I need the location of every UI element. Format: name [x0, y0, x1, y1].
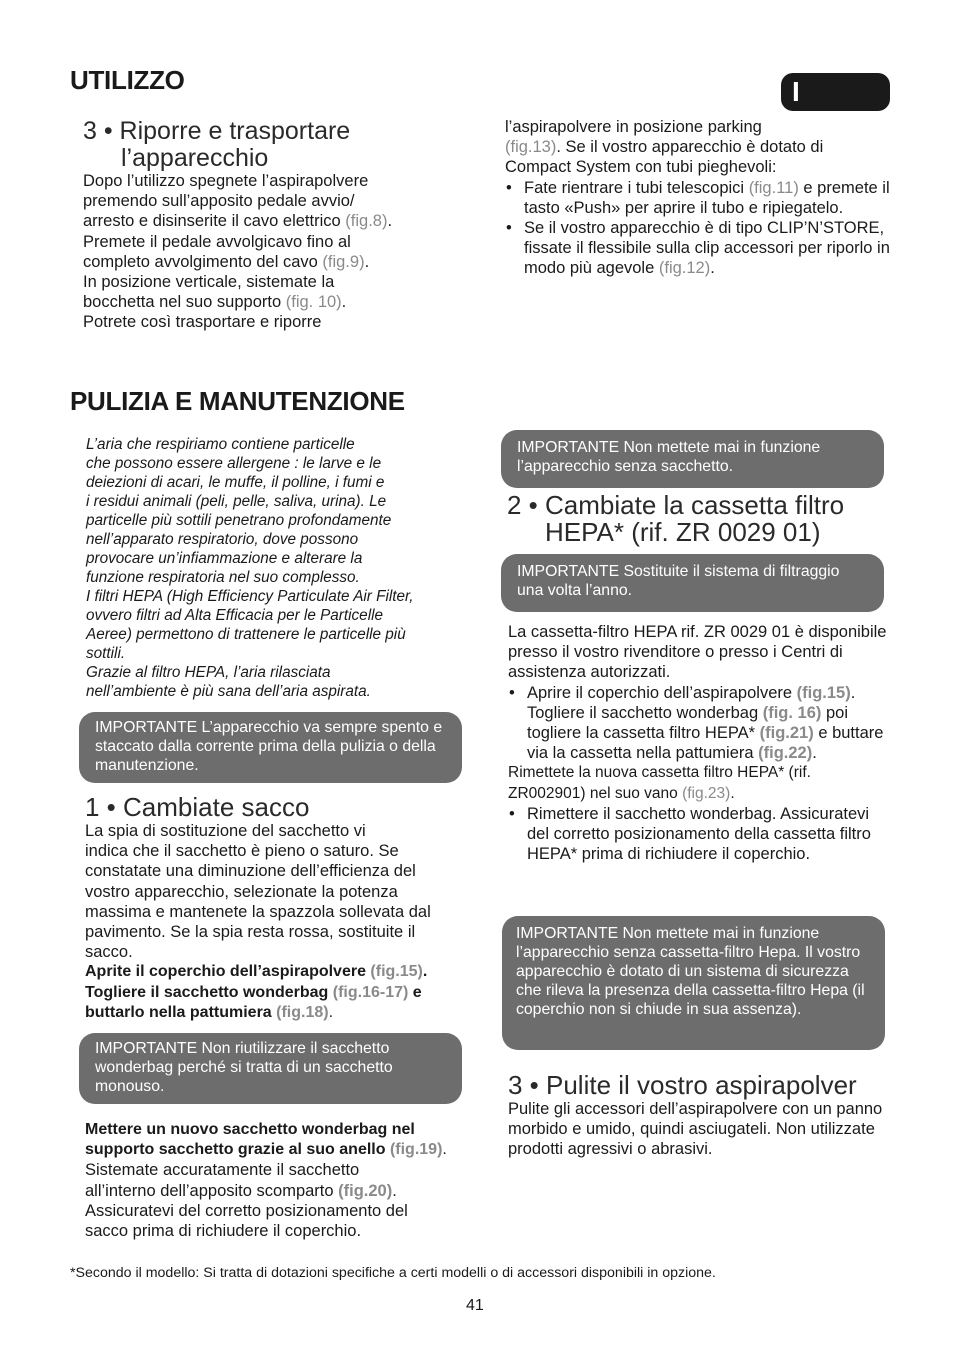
heading-pulite: 3 • Pulite il vostro aspirapolver [508, 1070, 857, 1100]
riporre-line-1: Dopo l’utilizzo spegnete l’aspirapolvere [83, 172, 369, 190]
sacco-line: sacco. [85, 943, 133, 962]
text-run: l’aspirapolvere in posizione parking [505, 118, 762, 136]
intro-line: L’aria che respiriamo contiene particelle [86, 436, 355, 453]
fig-ref: (fig.13) [505, 138, 557, 157]
fig-ref: (fig.20) [338, 1181, 393, 1200]
text-run: . [341, 293, 347, 312]
important-box-no-bag: IMPORTANTE Non mettete mai in funzione l’apparecchio senza sacchetto. [501, 430, 884, 488]
text-run: arresto e disinserite il cavo elettrico [83, 212, 346, 231]
section-title-utilizzo: UTILIZZO [70, 65, 185, 95]
text-run: . Se il vostro apparecchio è dotato di [556, 138, 824, 157]
text-run: e premete il tasto «Push» per aprire il tubo e ripiegatelo. [524, 178, 890, 217]
intro-line: particelle più sottili penetrano profondamente [86, 512, 392, 529]
heading-riporre: 3 • Riporre e trasportare l’apparecchio [83, 117, 351, 172]
fig-ref: (fig.9) [322, 252, 365, 271]
nuovo-line: sacco prima di richiudere il coperchio. [85, 1222, 362, 1241]
list-item [505, 218, 890, 279]
text-run: . [392, 1181, 397, 1200]
footnote: *Secondo il modello: Si tratta di dotazioni specifiche a certi modelli o di accessori disponibili in opzione. [70, 1265, 716, 1281]
fig-ref: (fig. 10) [285, 293, 342, 312]
riporre-line-7 [83, 292, 483, 312]
list-item: • Rimettere il sacchetto wonderbag. Assicuratevi del corretto posizionamento della cassetta filtro HEPA* prima di richiudere il coperchio. [508, 804, 888, 865]
intro-line: provocare un’infiammazione e alterare la [86, 550, 363, 567]
continued-intro [505, 117, 890, 178]
pulite-text: Pulite gli accessori dell’aspirapolvere con un panno morbido e umido, quindi asciugateli. Non utilizzate prodotti agressivi o abrasivi. [508, 1100, 883, 1159]
text-run: Compact System con tubi pieghevoli: [505, 158, 777, 177]
intro-line: che possono essere allergene : le larve e le [86, 455, 382, 472]
sacco-line: massima e mantenete la spazzola sollevata dal [85, 902, 431, 921]
riporre-line-2: premendo sull’apposito pedale avvio/ [83, 192, 355, 211]
intro-line: sottili. [86, 645, 126, 662]
hepa-mid-text [508, 763, 888, 803]
intro-line: Grazie al filtro HEPA, l’aria rilasciata [86, 664, 331, 681]
text-run: Mettere un nuovo sacchetto wonderbag nel [85, 1121, 415, 1138]
important-box-yearly: IMPORTANTE Sostituite il sistema di filtraggio una volta l’anno. [501, 554, 884, 612]
text-run: poi togliere la cassetta filtro HEPA* [527, 703, 849, 743]
text-run: bocchetta nel suo supporto [83, 293, 286, 312]
sacco-line: constatate una diminuzione dell’efficienza del [85, 862, 416, 881]
text-run: e [408, 983, 422, 1001]
hepa-intro-text: La cassetta-filtro HEPA rif. ZR 0029 01 è disponibile presso il vostro rivenditore o presso i Centri di assistenza autorizzati. [508, 623, 887, 682]
text-run: . [328, 1003, 334, 1021]
sacco-line: vostro apparecchio, selezionate la potenza [85, 882, 398, 901]
sacco-instructions [85, 962, 470, 1023]
language-tab [781, 73, 890, 111]
text-run: Togliere il sacchetto wonderbag [85, 983, 333, 1001]
important-box-power-off: IMPORTANTE L’apparecchio va sempre spento e staccato dalla corrente prima della pulizia o della manutenzione. [79, 712, 462, 783]
text-run: . Togliere il sacchetto wonderbag [527, 683, 856, 722]
list-item [505, 178, 890, 218]
fig-ref: (fig.16-17) [332, 983, 409, 1001]
intro-line: ovvero filtri ad Alta Efficacia per le Particelle [86, 607, 383, 624]
fig-ref: (fig.22) [758, 744, 813, 763]
text-run: Rimettete la nuova cassetta filtro HEPA* (rif. ZR002901) nel suo vano [508, 764, 811, 802]
text-run: . [387, 212, 393, 231]
important-box-no-reuse: IMPORTANTE Non riutilizzare il sacchetto wonderbag perché si tratta di un sacchetto monouso. [79, 1033, 462, 1104]
section-title-pulizia: PULIZIA E MANUTENZIONE [70, 386, 405, 416]
heading-cambiate-sacco: 1 • Cambiate sacco [85, 792, 310, 822]
text-run: Aprite il coperchio dell’aspirapolvere [85, 963, 371, 981]
nuovo-line [85, 1120, 470, 1140]
riporre-line-6: In posizione verticale, sistemate la [83, 273, 335, 292]
fig-ref: (fig.15) [370, 963, 423, 981]
riporre-continued [505, 117, 890, 279]
nuovo-line [85, 1181, 470, 1201]
hepa-steps-list-1 [508, 683, 888, 764]
sacco-line: La spia di sostituzione del sacchetto vi [85, 822, 366, 840]
cambiate-sacco-text [85, 821, 470, 1023]
riporre-line-5 [83, 252, 483, 272]
text-run: . [812, 744, 817, 763]
fig-ref: (fig.23) [682, 784, 731, 802]
text-run: . [364, 252, 370, 271]
fig-ref: (fig.11) [748, 178, 799, 197]
sacco-line: indica che il sacchetto è pieno o saturo. Se [85, 842, 399, 861]
hepa-text [508, 622, 888, 864]
text-run: . [422, 963, 428, 981]
nuovo-line [85, 1140, 470, 1160]
intro-line: i residui animali (peli, pelle, saliva, urina). Le [86, 493, 387, 510]
page-number: 41 [466, 1297, 484, 1314]
intro-line: funzione respiratoria nel suo complesso. [86, 569, 360, 586]
text-run: . [710, 259, 715, 278]
fig-ref: (fig. 16) [762, 703, 822, 722]
hepa-intro [86, 435, 466, 701]
fig-ref: (fig.18) [276, 1003, 329, 1021]
intro-line: I filtri HEPA (High Efficiency Particulate Air Filter, [86, 588, 414, 605]
riporre-line-3 [83, 211, 483, 231]
sacco-line: pavimento. Se la spia resta rossa, sostituite il [85, 923, 416, 942]
intro-line: Aeree) permettono di trattenere le particelle più [86, 626, 406, 643]
text-run: Se il vostro apparecchio è di tipo CLIP’N’STORE, fissate il flessibile sulla clip accessori per riporlo in modo più agevole [524, 219, 890, 278]
intro-line: deiezioni di acari, le muffe, il polline, i fumi e [86, 474, 385, 491]
hepa-steps-list-2 [508, 804, 888, 865]
nuovo-sacchetto-text [85, 1120, 470, 1241]
text-run: . [730, 784, 735, 802]
list-item [508, 683, 888, 764]
text-run: completo avvolgimento del cavo [83, 252, 323, 271]
text-run: e buttare via la cassetta nella pattumiera [527, 724, 884, 763]
text-run: all’interno dell’apposito scomparto [85, 1181, 339, 1200]
text-run: Aprire il coperchio dell’aspirapolvere [527, 683, 797, 702]
important-box-no-hepa: IMPORTANTE Non mettete mai in funzione l’apparecchio senza cassetta-filtro Hepa. Il vostro apparecchio è dotato di un sistema di sicurezza che rileva la presenza della cassetta-filtro Hepa (il coperchio non si chiude in sua assenza). [502, 916, 885, 1050]
nuovo-line: Sistemate accuratamente il sacchetto [85, 1161, 360, 1180]
fig-ref: (fig.19) [389, 1141, 443, 1159]
text-run: Fate rientrare i tubi telescopici [524, 178, 749, 197]
text-run: supporto sacchetto grazie al suo anello [85, 1141, 390, 1159]
text-run: . [442, 1141, 447, 1159]
riporre-text [83, 171, 483, 333]
nuovo-line: Assicuratevi del corretto posizionamento del [85, 1201, 408, 1220]
riporre-line-4: Premete il pedale avvolgicavo fino al [83, 232, 351, 251]
fig-ref: (fig.12) [658, 259, 711, 278]
fig-ref: (fig.21) [759, 724, 814, 743]
fig-ref: (fig.8) [345, 212, 388, 231]
fig-ref: (fig.15) [796, 683, 851, 702]
intro-line: nell’apparato respiratorio, dove possono [86, 531, 359, 548]
riporre-line-8: Potrete così trasportare e riporre [83, 313, 322, 332]
intro-line: nell’ambiente è più sana dell’aria aspirata. [86, 683, 371, 700]
heading-cambiate-hepa: 2 • Cambiate la cassetta filtro HEPA* (rif. ZR 0029 01) [507, 490, 845, 547]
language-tab-label: I [792, 76, 800, 107]
compact-system-list [505, 178, 890, 279]
text-run: buttarlo nella pattumiera [85, 1003, 277, 1021]
